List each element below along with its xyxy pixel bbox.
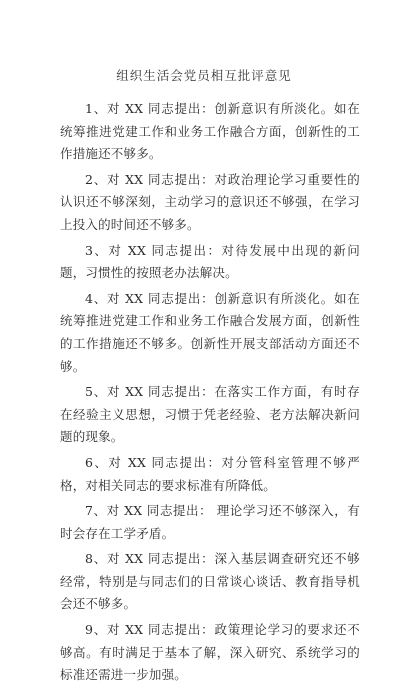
criticism-item-9: 9、对 XX 同志提出：政策理论学习的要求还不够高。有时满足于基本了解，深入研究、系统学习的标准还需进一步加强。 — [60, 622, 360, 683]
criticism-item-2: 2、对 XX 同志提出：对政治理论学习重要性的认识还不够深刻，主动学习的意识还不够强，在学习上投入的时间还不够多。 — [60, 171, 360, 232]
criticism-item-6: 6、对 XX 同志提出：对分管科室管理不够严格，对相关同志的要求标准有所降低。 — [60, 454, 360, 493]
criticism-item-4: 4、对 XX 同志提出：创新意识有所淡化。如在统筹推进党建工作和业务工作融合发展方面，创新性的工作措施还不够多。创新性开展支部活动方面还不够。 — [60, 290, 360, 374]
criticism-item-7: 7、对 XX 同志提出： 理论学习还不够深入，有时会存在工学矛盾。 — [60, 503, 360, 541]
document-title: 组织生活会党员相互批评意见 — [116, 68, 292, 83]
criticism-item-5: 5、对 XX 同志提出：在落实工作方面，有时存在经验主义思想，习惯于凭老经验、老方法解决新问题的现象。 — [60, 384, 360, 445]
criticism-item-1: 1、对 XX 同志提出：创新意识有所淡化。如在统筹推进党建工作和业务工作融合方面，创新性的工作措施还不够多。 — [60, 101, 360, 162]
criticism-item-3: 3、对 XX 同志提出：对待发展中出现的新问题，习惯性的按照老办法解决。 — [60, 242, 360, 281]
criticism-list — [60, 98, 360, 690]
criticism-item-8: 8、对 XX 同志提出：深入基层调查研究还不够经常，特别是与同志们的日常谈心谈话、教育指导机会还不够多。 — [60, 551, 360, 612]
